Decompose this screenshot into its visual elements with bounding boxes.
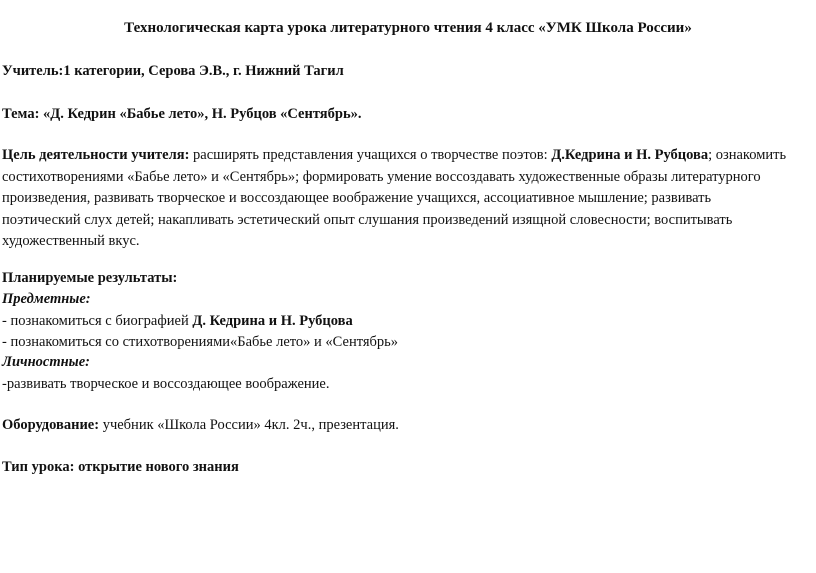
subject-result-item-poets: Д. Кедрина и Н. Рубцова <box>192 313 353 329</box>
teacher-line: Учитель:1 категории, Серова Э.В., г. Нижний Тагил <box>2 63 344 79</box>
goal-text-2: ; ознакомить состихотворениями «Бабье лето» и «Сентябрь»; формировать умение воссоздавать художественные образы литературного произведения, развивать творческое и воссоздающее воображение учащихся, ассоциативное мышление; развивать поэтический слух детей; накапливать эстетический опыт слушания произведений изящной словесности; воспитывать художественный вкус. <box>2 147 787 249</box>
goal-poets: Д.Кедрина и Н. Рубцова <box>551 147 709 163</box>
goal-paragraph <box>2 145 792 253</box>
lesson-type-value: открытие нового знания <box>78 459 239 475</box>
lesson-type-line <box>2 457 802 478</box>
results-heading: Планируемые результаты: <box>2 270 178 286</box>
personal-result-item: -развивать творческое и воссоздающее воображение. <box>2 376 330 392</box>
document-title: Технологическая карта урока литературного чтения 4 класс «УМК Школа России» <box>124 20 692 36</box>
subject-result-item <box>2 311 802 332</box>
subject-result-item: - познакомиться со стихотворениями«Бабье лето» и «Сентябрь» <box>2 334 399 350</box>
personal-results-heading: Личностные: <box>2 354 91 370</box>
goal-text-1: расширять представления учащихся о творчестве поэтов: <box>189 147 552 163</box>
topic-line: Тема: «Д. Кедрин «Бабье лето», Н. Рубцов «Сентябрь». <box>2 106 362 122</box>
equipment-label: Оборудование: <box>2 417 100 433</box>
equipment-text: учебник «Школа России» 4кл. 2ч., презентация. <box>99 417 399 433</box>
lesson-type-label: Тип урока: <box>2 459 79 475</box>
equipment-line <box>2 415 802 436</box>
goal-label: Цель деятельности учителя: <box>2 147 190 163</box>
subject-result-item-text: - познакомиться с биографией <box>2 313 193 329</box>
subject-results-heading: Предметные: <box>2 291 91 307</box>
